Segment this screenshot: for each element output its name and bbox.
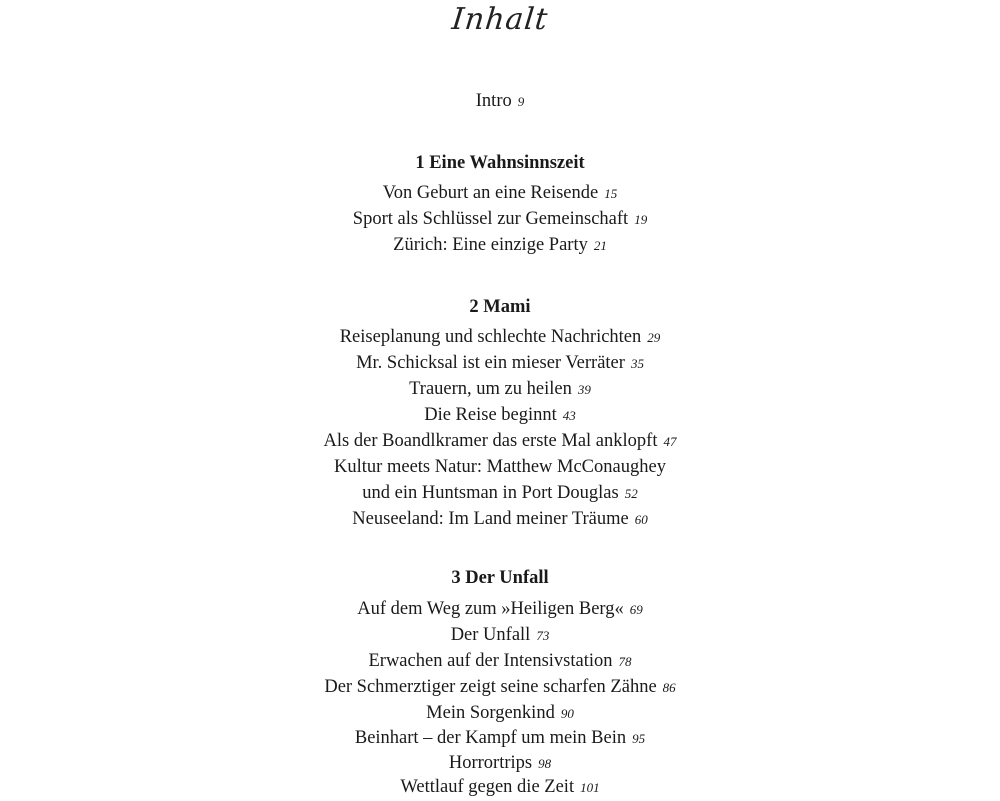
page-title: Inhalt <box>450 2 550 37</box>
toc-entry-page: 47 <box>663 434 677 449</box>
chapter-heading: 1 Eine Wahnsinnszeit <box>415 153 585 173</box>
toc-entry-page: 43 <box>562 408 576 423</box>
toc-entry[interactable] <box>0 350 1000 376</box>
toc-entry-label: Horrortrips <box>448 753 533 773</box>
toc-entry-label: Intro <box>475 91 512 111</box>
toc-entry-label: Von Geburt an eine Reisende <box>382 183 599 203</box>
toc-entry-page: 73 <box>536 628 550 643</box>
toc-entry[interactable] <box>0 506 1000 532</box>
toc-entry[interactable] <box>0 774 1000 800</box>
toc-entry-page: 52 <box>624 486 638 501</box>
toc-entry-label: Kultur meets Natur: Matthew McConaughey <box>334 457 666 477</box>
toc-entry-label: Zürich: Eine einzige Party <box>393 235 588 255</box>
toc-entry[interactable] <box>0 428 1000 454</box>
toc-entry[interactable] <box>0 700 1000 726</box>
toc-entry-label: Beinhart – der Kampf um mein Bein <box>354 728 627 748</box>
toc-entry-label: Mein Sorgenkind <box>426 703 555 723</box>
toc-entry-label: Der Schmerztiger zeigt seine scharfen Zähne <box>324 677 657 697</box>
toc-entry[interactable] <box>0 674 1000 700</box>
toc-entry[interactable] <box>0 596 1000 622</box>
toc-entry-label: Wettlauf gegen die Zeit <box>400 777 575 797</box>
chapter-heading: 2 Mami <box>469 297 531 317</box>
toc-entry-page: 86 <box>662 680 676 695</box>
toc-entry-page: 29 <box>647 330 661 345</box>
toc-entry-label: Der Unfall <box>450 625 531 645</box>
toc-entry[interactable] <box>0 750 1000 776</box>
toc-entry-label: Als der Boandlkramer das erste Mal anklopft <box>323 431 658 451</box>
toc-entry[interactable] <box>0 180 1000 206</box>
toc-entry[interactable] <box>0 402 1000 428</box>
toc-entry-page: 98 <box>538 756 552 771</box>
toc-entry-label: Reiseplanung und schlechte Nachrichten <box>339 327 642 347</box>
toc-entry-page: 15 <box>604 186 618 201</box>
chapter-heading: 3 Der Unfall <box>451 568 549 588</box>
toc-entry-page: 21 <box>593 238 607 253</box>
toc-entry[interactable] <box>0 376 1000 402</box>
toc-entry[interactable] <box>0 324 1000 350</box>
toc-entry-label: Die Reise beginnt <box>424 405 557 425</box>
toc-entry-page: 9 <box>517 94 525 109</box>
toc-entry[interactable] <box>0 648 1000 674</box>
toc-entry[interactable] <box>0 454 1000 480</box>
toc-entry[interactable] <box>0 622 1000 648</box>
toc-entry-page: 95 <box>632 731 646 746</box>
toc-entry-page: 39 <box>577 382 591 397</box>
toc-entry[interactable] <box>0 206 1000 232</box>
toc-entry-label: und ein Huntsman in Port Douglas <box>362 483 619 503</box>
toc-entry-label: Auf dem Weg zum »Heiligen Berg« <box>357 599 624 619</box>
toc-entry-intro[interactable] <box>0 88 1000 114</box>
toc-entry-label: Erwachen auf der Intensivstation <box>368 651 613 671</box>
toc-entry-page: 78 <box>618 654 632 669</box>
toc-entry-label: Trauern, um zu heilen <box>409 379 572 399</box>
toc-entry[interactable] <box>0 480 1000 506</box>
toc-entry[interactable] <box>0 232 1000 258</box>
toc-entry-page: 60 <box>634 512 648 527</box>
toc-entry-page: 90 <box>560 706 574 721</box>
toc-entry-page: 35 <box>630 356 644 371</box>
toc-entry-page: 69 <box>629 602 643 617</box>
toc-entry-label: Mr. Schicksal ist ein mieser Verräter <box>356 353 625 373</box>
toc-entry-label: Sport als Schlüssel zur Gemeinschaft <box>352 209 629 229</box>
toc-entry-label: Neuseeland: Im Land meiner Träume <box>352 509 629 529</box>
toc-entry-page: 19 <box>634 212 648 227</box>
toc-entry[interactable] <box>0 725 1000 751</box>
toc-entry-page: 101 <box>580 780 600 795</box>
